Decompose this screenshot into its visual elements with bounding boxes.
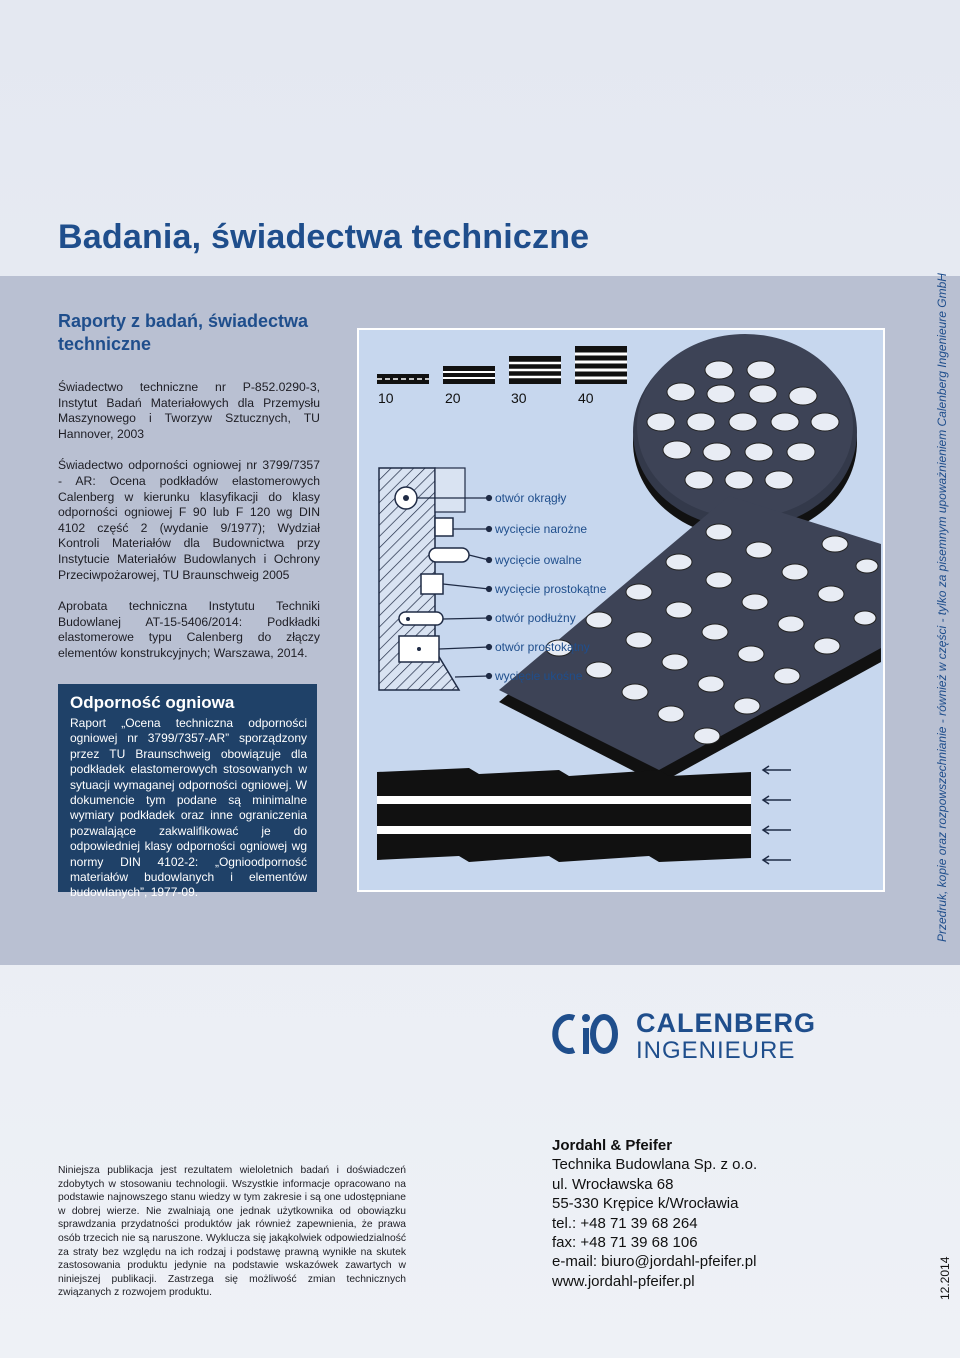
fire-box-text: Raport „Ocena techniczna odporności ogniowej nr 3799/7357-AR” sporządzony przez TU Braunschweig obowiązuje dla podkładek elastomerowych stosowanych w sytuacji wymaganej odporności ogniowej. W dokumencie tym podane są minimalne wymiary podkładek oraz inne ograniczenia pozwalające zakwalifikować je do odpowiedniej klasy odporności ogniowej wg normy DIN 4102-2: „Ognioodporność materiałów budowlanych i elementów budowlanych”, 1977-09. bbox=[70, 716, 307, 900]
reports-column bbox=[58, 310, 320, 678]
contact-block bbox=[552, 1136, 757, 1291]
fire-resistance-box bbox=[58, 684, 317, 900]
pad-illustration bbox=[357, 328, 885, 892]
cutout-plan bbox=[379, 468, 469, 690]
logo-wordmark-ingenieure: INGENIEURE bbox=[636, 1037, 796, 1064]
pad-cross-section bbox=[377, 766, 791, 864]
section-title: Raporty z badań, świadectwa techniczne bbox=[58, 311, 309, 354]
thickness-label-40: 40 bbox=[578, 390, 594, 406]
label-oblique-cut: wycięcie ukośne bbox=[495, 669, 583, 683]
contact-company: Jordahl & Pfeifer bbox=[552, 1137, 673, 1154]
pad-drawing bbox=[359, 330, 883, 890]
label-round-hole: otwór okrągły bbox=[495, 491, 567, 505]
thickness-label-20: 20 bbox=[445, 390, 461, 406]
thickness-label-30: 30 bbox=[511, 390, 527, 406]
disclaimer-text: Niniejsza publikacja jest rezultatem wieloletnich badań i doświadczeń zdobytych w stosowaniu technologii. Wszystkie informacje opracowano na podstawie najnowszego stanu wiedzy w tym zakresie i są one udostępniane w dobrej wierze. Nie zwalniają one jednak użytkownika od obowiązku sprawdzania przydatności produktów jak również zapewnienia, że prawa osób trzecich nie są naruszone. Wyklucza się jakąkolwiek odpowiedzialność za straty bez względu na ich rodzaj i podstawę prawną wynikłe na skutek zastosowania produktu jedynie na podstawie wskazówek zawartych w niniejszej publikacji. Zastrzega się możliwość zmian technicznych związanych z rozwojem produktu. bbox=[58, 1165, 406, 1299]
copyright-side-note: Przedruk, kopie oraz rozpowszechnianie - również w części - tylko za pisemnym upoważnieniem Calenberg Ingenieure GmbH bbox=[935, 273, 949, 942]
publication-date: 12.2014 bbox=[938, 1256, 952, 1300]
contact-phone: tel.: +48 71 39 68 264 bbox=[552, 1214, 698, 1232]
label-corner-cut: wycięcie narożne bbox=[495, 522, 588, 536]
label-rectangular-hole: otwór prostokątny bbox=[495, 640, 590, 654]
thickness-label-10: 10 bbox=[378, 390, 394, 406]
calenberg-logo-icon bbox=[552, 1010, 620, 1058]
page-title: Badania, świadectwa techniczne bbox=[58, 218, 590, 256]
logo-wordmark-calenberg: CALENBERG bbox=[636, 1008, 817, 1038]
contact-city: 55-330 Krępice k/Wrocławia bbox=[552, 1195, 739, 1213]
report-paragraph-3: Aprobata techniczna Instytutu Techniki Budowlanej AT-15-5406/2014: Podkładki elastomerowe typu Calenberg do złączy elementów konstrukcyjnych; Warszawa, 2014. bbox=[58, 599, 320, 660]
report-paragraph-2: Świadectwo odporności ogniowej nr 3799/7357 - AR: Ocena podkładów elastomerowych Calenberg w kierunku klasyfikacji do klasy odporności ogniowej F 90 lub F 120 wg DIN 4102 część 2 (wydanie 9/1977); Wydział Kontroli Materiałów dla Budownictwa przy Instytucie Materiałów Budowlanych i Ochrony Przeciwpożarowej, TU Braunschweig 2005 bbox=[58, 458, 320, 582]
contact-fax: fax: +48 71 39 68 106 bbox=[552, 1234, 698, 1252]
thickness-strips bbox=[377, 346, 627, 384]
contact-email[interactable]: e-mail: biuro@jordahl-pfeifer.pl bbox=[552, 1253, 757, 1271]
label-rectangular-cut: wycięcie prostokątne bbox=[495, 582, 607, 596]
report-paragraph-1: Świadectwo techniczne nr P-852.0290-3, Instytut Badań Materiałowych dla Przemysłu Maszynowego i Tworzyw Sztucznych, TU Hannover, 2003 bbox=[58, 380, 320, 441]
label-slot-hole: otwór podłużny bbox=[495, 611, 576, 625]
contact-company-line: Technika Budowlana Sp. z o.o. bbox=[552, 1156, 758, 1174]
contact-street: ul. Wrocławska 68 bbox=[552, 1175, 674, 1193]
fire-box-title: Odporność ogniowa bbox=[70, 693, 235, 712]
label-oval-cut: wycięcie owalne bbox=[495, 553, 582, 567]
contact-website[interactable]: www.jordahl-pfeifer.pl bbox=[552, 1272, 695, 1290]
